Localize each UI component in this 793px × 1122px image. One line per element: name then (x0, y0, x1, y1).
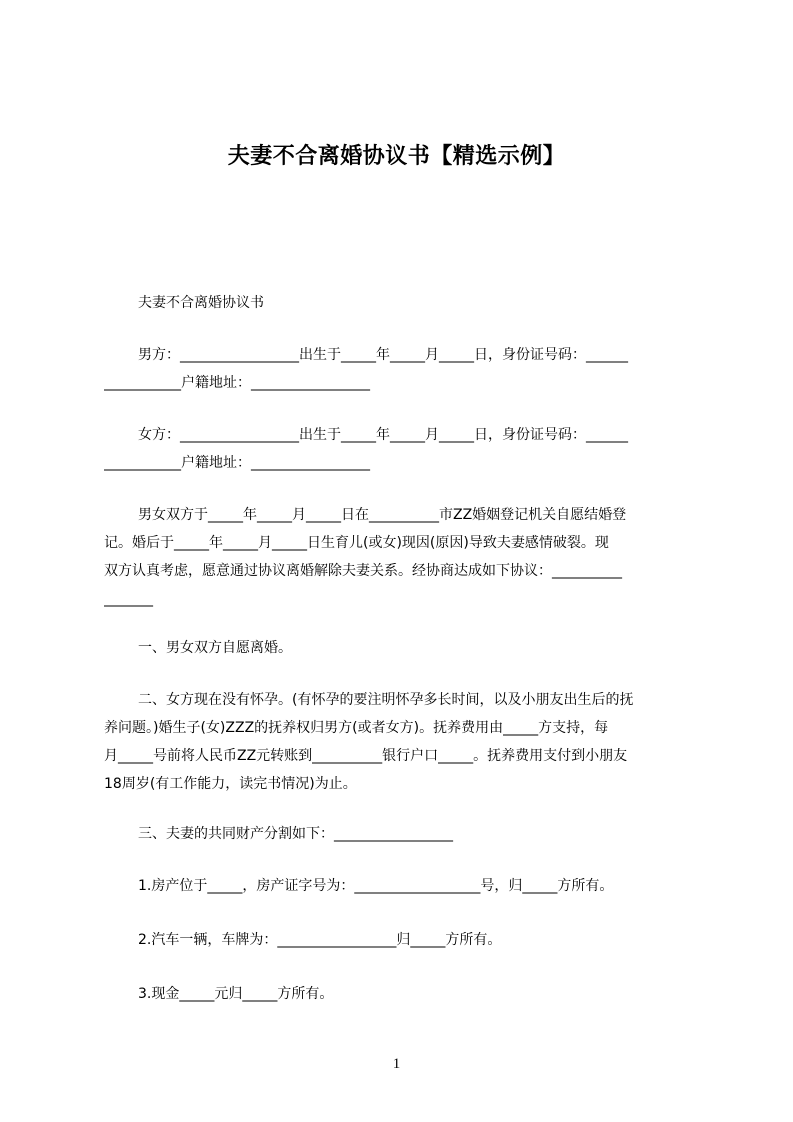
document-subtitle: 夫妻不合离婚协议书 (138, 295, 264, 311)
clause-2-line-4: 18周岁(有工作能力，读完书情况)为止。 (104, 776, 357, 792)
intro-line-1: 男女双方于_____年_____月_____日在__________市ZZ婚姻登记机关自愿结婚登 (138, 507, 627, 523)
male-party-section (104, 341, 696, 397)
intro-line-3: 双方认真考虑，愿意通过协议离婚解除夫妻关系。经协商达成如下协议：__________ (104, 563, 622, 579)
clause-2-line-2: 养问题。)婚生子(女)ZZZ的抚养权归男方(或者女方)。抚养费用由_____方支持，每 (104, 720, 609, 736)
clause-2-section (104, 686, 696, 798)
page-number: 1 (392, 1056, 401, 1072)
female-party-line-1: 女方：_________________出生于_____年_____月_____日，身份证号码：______ (138, 427, 628, 443)
clause-3: 三、夫妻的共同财产分割如下：_________________ (138, 826, 453, 842)
intro-line-4: _______ (104, 591, 153, 607)
intro-line-2: 记。婚后于_____年_____月_____日生育儿(或女)现因(原因)导致夫妻感情破裂。现 (104, 535, 609, 551)
property-item-3: 3.现金_____元归_____方所有。 (138, 986, 334, 1002)
clause-2-line-1: 二、女方现在没有怀孕。(有怀孕的要注明怀孕多长时间，以及小朋友出生后的抚 (138, 692, 634, 708)
clause-2-line-3: 月_____号前将人民币ZZ元转账到__________银行户口_____。抚养费用支付到小朋友 (104, 748, 628, 764)
clause-1: 一、男女双方自愿离婚。 (138, 640, 292, 656)
female-party-line-2: ___________户籍地址：_________________ (104, 455, 370, 471)
document-title: 夫妻不合离婚协议书【精选示例】 (227, 144, 566, 169)
property-item-2: 2.汽车一辆，车牌为：_________________归_____方所有。 (138, 932, 502, 948)
male-party-line-2: ___________户籍地址：_________________ (104, 375, 370, 391)
female-party-section (104, 421, 696, 477)
male-party-line-1: 男方：_________________出生于_____年_____月_____日，身份证号码：______ (138, 347, 628, 363)
property-item-1: 1.房产位于_____，房产证字号为：__________________号，归_____方所有。 (138, 878, 614, 894)
intro-paragraph (104, 501, 696, 613)
